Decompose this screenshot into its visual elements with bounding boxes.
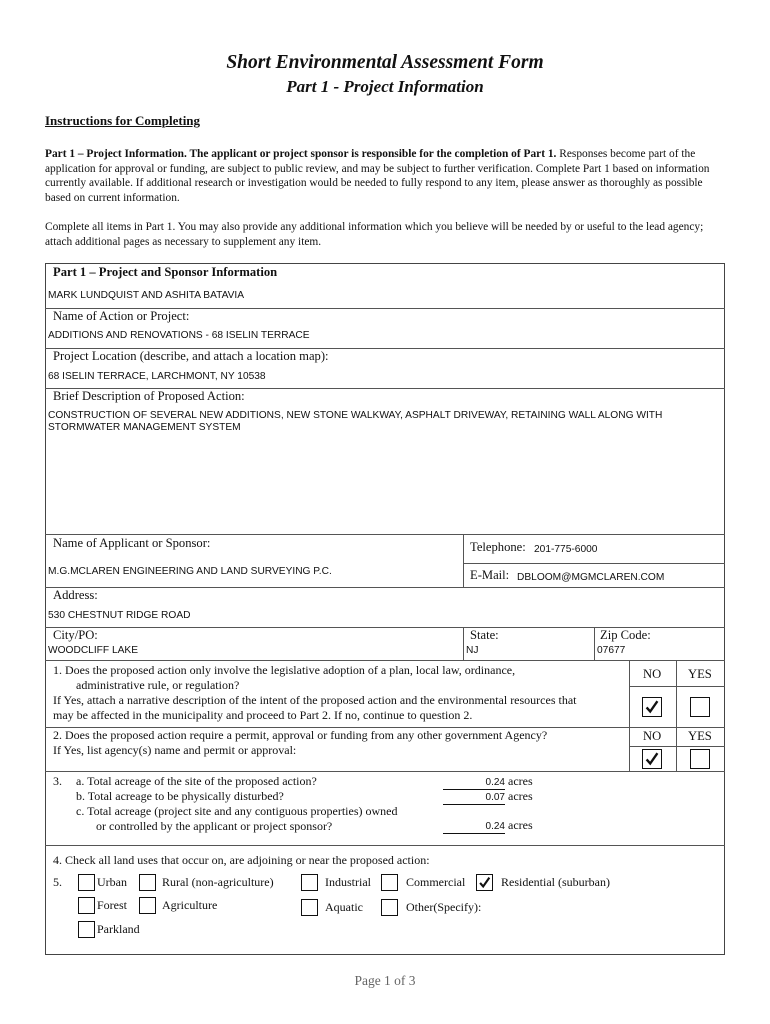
industrial-label: Industrial — [325, 875, 371, 889]
residential-label: Residential (suburban) — [501, 875, 610, 889]
urban-label: Urban — [97, 875, 127, 889]
description-value[interactable]: CONSTRUCTION OF SEVERAL NEW ADDITIONS, NEW STONE WALKWAY, ASPHALT DRIVEWAY, RETAINING WALL ALONG WITH STORMWATER MANAGEMENT SYSTEM — [48, 410, 663, 433]
acreage-disturbed-value: 0.07 — [443, 792, 505, 805]
acreage-site-value: 0.24 — [443, 777, 505, 790]
question-1-line-2: administrative rule, or regulation? — [76, 678, 240, 692]
other-label: Other(Specify): — [406, 900, 482, 914]
q1-yes-label: YES — [688, 667, 712, 681]
address-value[interactable]: 530 CHESTNUT RIDGE ROAD — [48, 610, 191, 621]
question-3a: a. Total acreage of the site of the proposed action? — [76, 774, 317, 788]
rural-checkbox[interactable] — [139, 874, 156, 891]
question-2-line-2: If Yes, list agency(s) name and permit or approval: — [53, 743, 297, 757]
question-5-number: 5. — [53, 875, 62, 889]
q1-no-checkbox[interactable] — [642, 697, 662, 717]
applicant-value[interactable]: M.G.MCLAREN ENGINEERING AND LAND SURVEYING P.C. — [48, 566, 332, 577]
action-label: Name of Action or Project: — [53, 309, 190, 323]
parkland-label: Parkland — [97, 922, 140, 936]
address-label: Address: — [53, 588, 98, 602]
acres-unit: acres — [508, 789, 533, 803]
commercial-label: Commercial — [406, 875, 466, 889]
city-value[interactable]: WOODCLIFF LAKE — [48, 645, 139, 656]
question-1-line-1: 1. Does the proposed action only involve the legislative adoption of a plan, local law, ordinance, — [53, 663, 516, 677]
acreage-controlled-field[interactable] — [443, 818, 533, 834]
question-1-line-3: If Yes, attach a narrative description of the intent of the proposed action and the environmental resources that — [53, 693, 577, 707]
email-value[interactable]: DBLOOM@MGMCLAREN.COM — [517, 572, 665, 583]
question-3-number: 3. — [53, 774, 62, 788]
sponsor-value[interactable]: MARK LUNDQUIST AND ASHITA BATAVIA — [48, 290, 245, 301]
agriculture-label: Agriculture — [162, 898, 218, 912]
acres-unit: acres — [508, 774, 533, 788]
instructions-paragraph-1-bold: Part 1 – Project Information. The applicant or project sponsor is responsible for the completion of Part 1. — [45, 148, 557, 160]
form-table — [45, 263, 725, 955]
location-value[interactable]: 68 ISELIN TERRACE, LARCHMONT, NY 10538 — [48, 371, 266, 382]
q2-yes-label: YES — [688, 729, 712, 743]
q2-yes-checkbox[interactable] — [690, 749, 710, 769]
question-1-line-4: may be affected in the municipality and proceed to Part 2. If no, continue to question 2. — [53, 708, 473, 722]
question-2-line-1: 2. Does the proposed action require a permit, approval or funding from any other government Agency? — [53, 728, 548, 742]
agriculture-checkbox[interactable] — [139, 897, 156, 914]
email-label: E-Mail: — [470, 568, 510, 582]
form-title: Short Environmental Assessment Form — [226, 52, 544, 73]
q1-yes-checkbox[interactable] — [690, 697, 710, 717]
acreage-controlled-value: 0.24 — [443, 821, 505, 834]
location-label: Project Location (describe, and attach a location map): — [53, 349, 329, 363]
instructions-paragraph-1 — [45, 147, 725, 205]
aquatic-checkbox[interactable] — [301, 899, 318, 916]
action-value[interactable]: ADDITIONS AND RENOVATIONS - 68 ISELIN TERRACE — [48, 330, 310, 341]
zip-value[interactable]: 07677 — [597, 645, 626, 656]
commercial-checkbox[interactable] — [381, 874, 398, 891]
q1-no-label: NO — [643, 667, 662, 681]
instructions-paragraph-2: Complete all items in Part 1. You may also provide any additional information which you believe will be needed by or useful to the lead agency; attach additional pages as necessary to supplement any item. — [45, 221, 704, 248]
other-checkbox[interactable] — [381, 899, 398, 916]
rural-label: Rural (non-agriculture) — [162, 875, 274, 889]
residential-checkbox[interactable] — [476, 874, 493, 891]
aquatic-label: Aquatic — [325, 900, 363, 914]
instructions-paragraph-1-text: Responses become part of the application for approval or funding, are subject to public review, and may be subject to further verification. Complete Part 1 based on information currently available. If additional research or investigation would be needed to fully respond to any item, please answer as thoroughly as possible based on current information. — [45, 148, 710, 204]
zip-label: Zip Code: — [600, 628, 651, 642]
urban-checkbox[interactable] — [78, 874, 95, 891]
checkmark-icon — [643, 750, 661, 768]
state-label: State: — [470, 628, 499, 642]
q2-no-checkbox[interactable] — [642, 749, 662, 769]
question-3c-line-2: or controlled by the applicant or project sponsor? — [96, 819, 333, 833]
city-label: City/PO: — [53, 628, 98, 642]
instructions-heading: Instructions for Completing — [45, 113, 201, 128]
forest-checkbox[interactable] — [78, 897, 95, 914]
acreage-site-field[interactable] — [443, 774, 533, 790]
applicant-label: Name of Applicant or Sponsor: — [53, 536, 211, 550]
description-label: Brief Description of Proposed Action: — [53, 389, 245, 403]
parkland-checkbox[interactable] — [78, 921, 95, 938]
acreage-disturbed-field[interactable] — [443, 789, 533, 805]
form-subtitle: Part 1 - Project Information — [286, 77, 484, 96]
acres-unit: acres — [508, 818, 533, 832]
question-3b: b. Total acreage to be physically disturbed? — [76, 789, 284, 803]
telephone-value[interactable]: 201-775-6000 — [534, 544, 598, 555]
telephone-label: Telephone: — [470, 540, 526, 554]
checkmark-icon — [643, 698, 661, 716]
forest-label: Forest — [97, 898, 127, 912]
industrial-checkbox[interactable] — [301, 874, 318, 891]
q2-no-label: NO — [643, 729, 662, 743]
checkmark-icon — [477, 875, 492, 890]
question-4: 4. Check all land uses that occur on, are adjoining or near the proposed action: — [53, 853, 430, 867]
state-value[interactable]: NJ — [466, 645, 479, 656]
page-number: Page 1 of 3 — [354, 973, 416, 988]
question-3c-line-1: c. Total acreage (project site and any contiguous properties) owned — [76, 804, 398, 818]
section-title: Part 1 – Project and Sponsor Information — [53, 265, 278, 279]
